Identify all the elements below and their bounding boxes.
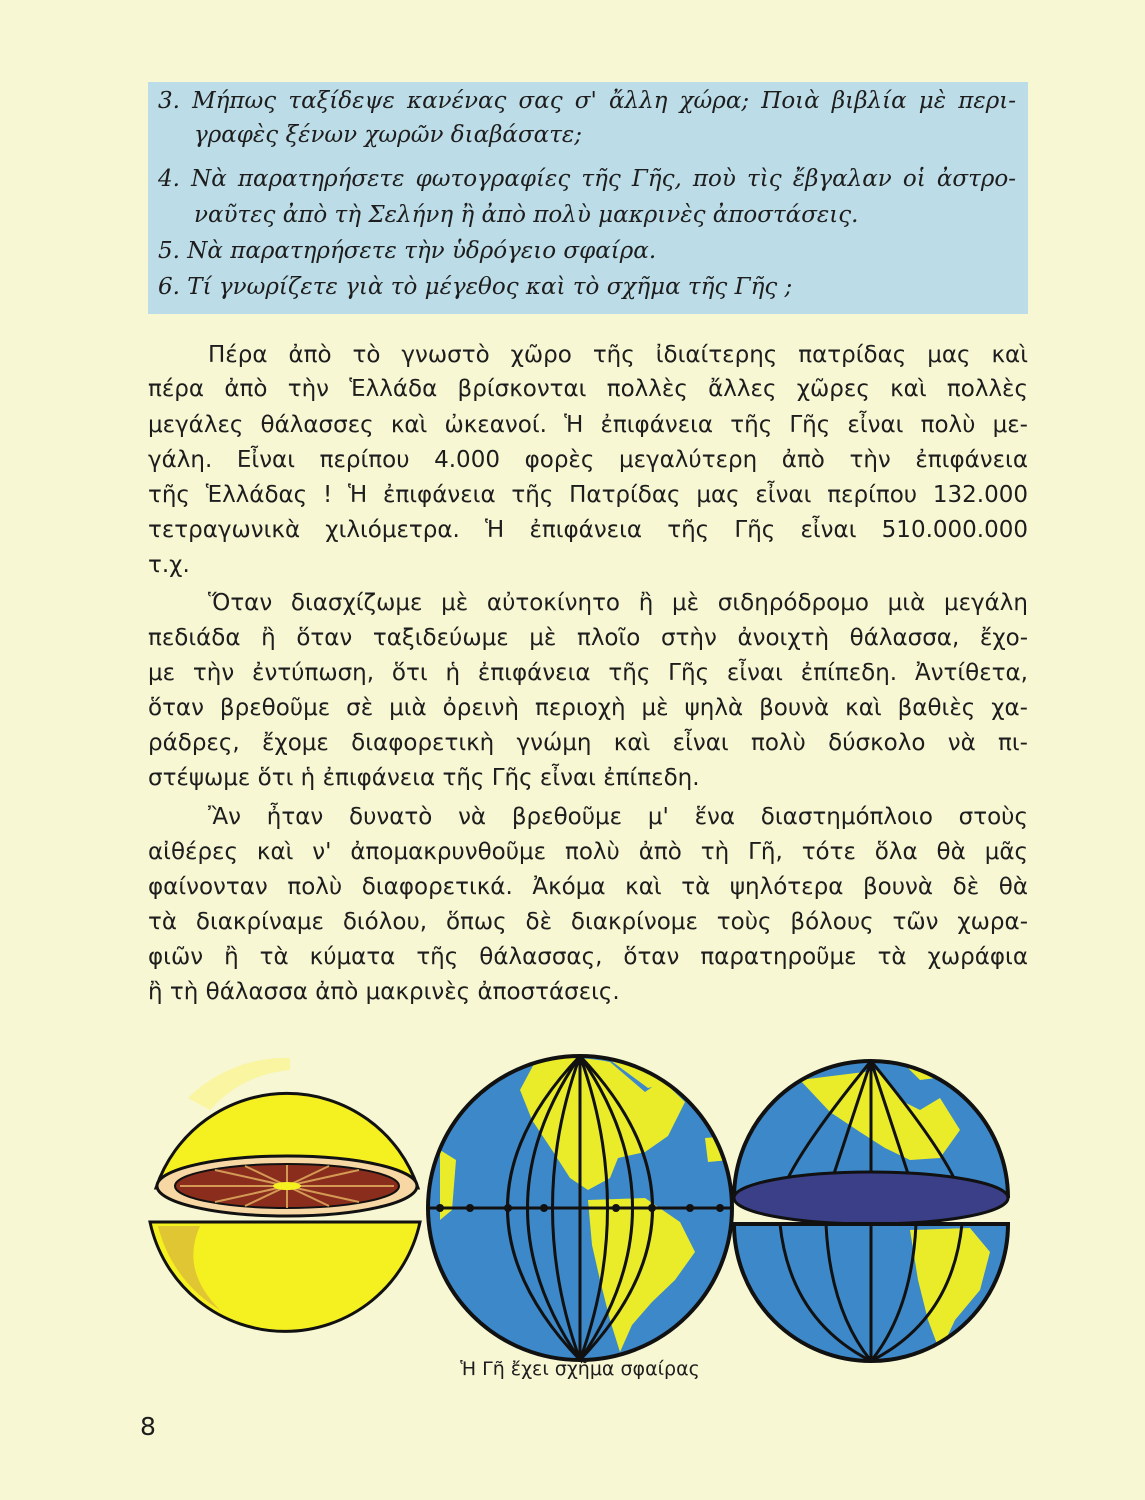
split-equator-globe (734, 1058, 1008, 1361)
paragraph-2-line-5: ράδρες, ἔχομε διαφορετικὴ γνώμη καὶ εἶναι πολὺ δύσκολο νὰ πι- (148, 730, 1028, 756)
exercise-3-line-1: 3. Μήπως ταξίδεψε κανένας σας σ' ἄλλη χώρα; Ποιὰ βιβλία μὲ περι- (158, 88, 1016, 114)
exercise-3-line-2: γραφὲς ξένων χωρῶν διαβάσατε; (194, 122, 583, 148)
paragraph-3-line-5: φιῶν ἢ τὰ κύματα τῆς θάλασσας, ὅταν παρατηροῦμε τὰ χωράφια (148, 944, 1028, 970)
meridian-globe (428, 1056, 732, 1360)
cut-sphere-globe (150, 1058, 420, 1331)
paragraph-1-line-5: τῆς Ἑλλάδας ! Ἡ ἐπιφάνεια τῆς Πατρίδας μας εἶναι περίπου 132.000 (148, 482, 1028, 508)
paragraph-1-line-4: γάλη. Εἶναι περίπου 4.000 φορὲς μεγαλύτερη ἀπὸ τὴν ἐπιφάνεια (148, 447, 1028, 473)
exercise-6: 6. Τί γνωρίζετε γιὰ τὸ μέγεθος καὶ τὸ σχῆμα τῆς Γῆς ; (158, 274, 793, 300)
exercise-4-line-1: 4. Νὰ παρατηρήσετε φωτογραφίες τῆς Γῆς, ποὺ τὶς ἔβγαλαν οἱ ἀστρο- (158, 166, 1016, 192)
paragraph-1-line-6: τετραγωνικὰ χιλιόμετρα. Ἡ ἐπιφάνεια τῆς Γῆς εἶναι 510.000.000 (148, 517, 1028, 543)
paragraph-3-line-4: τὰ διακρίναμε διόλου, ὅπως δὲ διακρίνομε τοὺς βόλους τῶν χωρα- (148, 909, 1028, 935)
paragraph-1-line-3: μεγάλες θάλασσες καὶ ὠκεανοί. Ἡ ἐπιφάνεια τῆς Γῆς εἶναι πολὺ με- (148, 412, 1028, 438)
paragraph-1-line-1: Πέρα ἀπὸ τὸ γνωστὸ χῶρο τῆς ἰδιαίτερης πατρίδας μας καὶ (208, 342, 1028, 368)
paragraph-2-line-4: ὅταν βρεθοῦμε σὲ μιὰ ὀρεινὴ περιοχὴ μὲ ψηλὰ βουνὰ καὶ βαθιὲς χα- (148, 695, 1028, 721)
paragraph-2-line-6: στέψωμε ὅτι ἡ ἐπιφάνεια τῆς Γῆς εἶναι ἐπίπεδη. (148, 765, 700, 791)
earth-sphere-illustration (140, 1040, 1020, 1370)
paragraph-2-line-3: με τὴν ἐντύπωση, ὅτι ἡ ἐπιφάνεια τῆς Γῆς εἶναι ἐπίπεδη. Ἀντίθετα, (148, 660, 1028, 686)
paragraph-2-line-2: πεδιάδα ἢ ὅταν ταξιδεύωμε μὲ πλοῖο στὴν ἀνοιχτὴ θάλασσα, ἔχο- (148, 625, 1028, 651)
exercise-4-line-2: ναῦτες ἀπὸ τὴ Σελήνη ἢ ἀπὸ πολὺ μακρινὲς ἀποστάσεις. (194, 202, 859, 228)
paragraph-2-line-1: Ὅταν διασχίζωμε μὲ αὐτοκίνητο ἢ μὲ σιδηρόδρομο μιὰ μεγάλη (208, 590, 1028, 616)
paragraph-3-line-2: αἰθέρες καὶ ν' ἀπομακρυνθοῦμε πολὺ ἀπὸ τὴ Γῆ, τότε ὅλα θὰ μᾶς (148, 839, 1028, 865)
paragraph-1-line-2: πέρα ἀπὸ τὴν Ἑλλάδα βρίσκονται πολλὲς ἄλλες χῶρες καὶ πολλὲς (148, 376, 1028, 402)
paragraph-3-line-3: φαίνονταν πολὺ διαφορετικά. Ἀκόμα καὶ τὰ ψηλότερα βουνὰ δὲ θὰ (148, 874, 1028, 900)
paragraph-3-line-6: ἢ τὴ θάλασσα ἀπὸ μακρινὲς ἀποστάσεις. (148, 979, 620, 1005)
exercise-5: 5. Νὰ παρατηρήσετε τὴν ὑδρόγειο σφαίρα. (158, 238, 657, 264)
exercise-box (148, 82, 1028, 314)
paragraph-1-line-7: τ.χ. (148, 552, 190, 578)
page-number: 8 (140, 1412, 156, 1441)
paragraph-3-line-1: Ἂν ἦταν δυνατὸ νὰ βρεθοῦμε μ' ἕνα διαστημόπλοιο στοὺς (208, 804, 1028, 830)
figure-caption: Ἡ Γῆ ἔχει σχῆμα σφαίρας (460, 1358, 700, 1380)
